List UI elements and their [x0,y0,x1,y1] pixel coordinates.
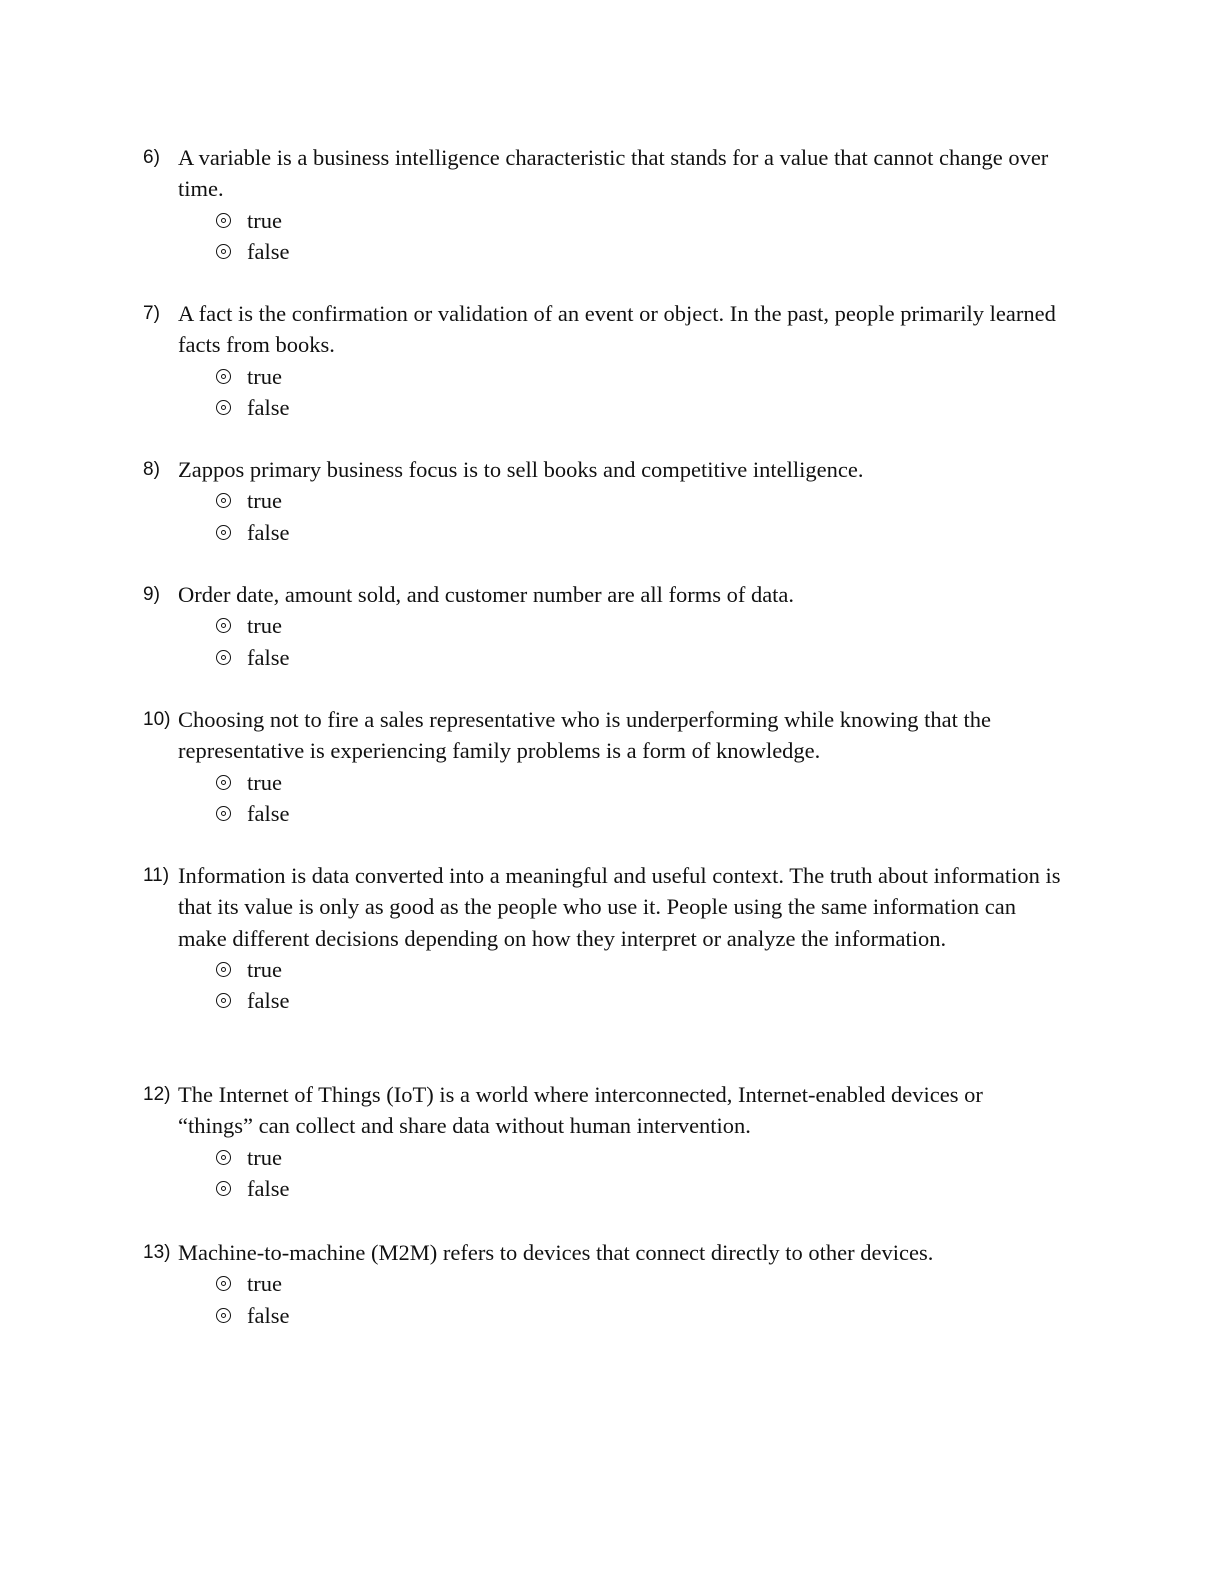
answer-options [216,1142,1063,1205]
radio-button-icon[interactable] [216,400,231,415]
radio-button-icon[interactable] [216,369,231,384]
radio-button-icon[interactable] [216,650,231,665]
radio-button-icon[interactable] [216,618,231,633]
option-true[interactable] [216,1142,1063,1173]
option-true[interactable] [216,205,1063,236]
option-true[interactable] [216,361,1063,392]
option-label: false [247,394,290,420]
question-text: Zappos primary business focus is to sell books and competitive intelligence. [178,457,864,482]
question-text: The Internet of Things (IoT) is a world where interconnected, Internet-enabled devices or “things” can collect and share data without human intervention. [178,1082,983,1139]
question-10 [143,704,1063,829]
question-text: Choosing not to fire a sales representative who is underperforming while knowing that the representative is experiencing family problems is a form of knowledge. [178,707,991,764]
option-false[interactable] [216,1173,1063,1204]
option-label: false [247,1302,290,1328]
option-label: false [247,800,290,826]
option-false[interactable] [216,517,1063,548]
option-false[interactable] [216,798,1063,829]
option-label: true [247,1271,282,1297]
option-label: true [247,613,282,639]
question-number: 7) [143,303,160,324]
radio-button-icon[interactable] [216,525,231,540]
option-label: false [247,1175,290,1201]
question-6 [143,142,1063,267]
option-false[interactable] [216,642,1063,673]
option-true[interactable] [216,767,1063,798]
radio-button-icon[interactable] [216,962,231,977]
option-label: true [247,956,282,982]
option-true[interactable] [216,610,1063,641]
question-number: 6) [143,147,160,168]
option-true[interactable] [216,1268,1063,1299]
answer-options [216,485,1063,548]
radio-button-icon[interactable] [216,806,231,821]
option-label: true [247,207,282,233]
question-text: Machine-to-machine (M2M) refers to devices that connect directly to other devices. [178,1240,934,1265]
answer-options [216,954,1063,1017]
radio-button-icon[interactable] [216,993,231,1008]
option-false[interactable] [216,985,1063,1016]
answer-options [216,1268,1063,1331]
option-label: true [247,1144,282,1170]
option-label: false [247,644,290,670]
question-number: 10) [143,709,171,730]
radio-button-icon[interactable] [216,493,231,508]
option-false[interactable] [216,392,1063,423]
option-label: true [247,769,282,795]
option-true[interactable] [216,485,1063,516]
option-label: true [247,363,282,389]
option-label: false [247,988,290,1014]
radio-button-icon[interactable] [216,775,231,790]
question-number: 8) [143,459,160,480]
question-8 [143,454,1063,548]
answer-options [216,361,1063,424]
question-9 [143,579,1063,673]
question-text: Order date, amount sold, and customer number are all forms of data. [178,582,795,607]
answer-options [216,205,1063,268]
question-number: 11) [143,865,170,886]
radio-button-icon[interactable] [216,244,231,259]
question-text: A fact is the confirmation or validation of an event or object. In the past, people primarily learned facts from books. [178,301,1056,358]
option-label: false [247,519,290,545]
radio-button-icon[interactable] [216,1150,231,1165]
question-11 [143,860,1063,1016]
option-false[interactable] [216,1300,1063,1331]
question-number: 13) [143,1242,171,1263]
option-true[interactable] [216,954,1063,985]
answer-options [216,767,1063,830]
option-label: false [247,238,290,264]
option-label: true [247,488,282,514]
option-false[interactable] [216,236,1063,267]
question-number: 12) [143,1084,171,1105]
radio-button-icon[interactable] [216,1276,231,1291]
question-7 [143,298,1063,423]
question-13 [143,1237,1063,1331]
radio-button-icon[interactable] [216,213,231,228]
question-number: 9) [143,584,160,605]
question-text: Information is data converted into a meaningful and useful context. The truth about information is that its value is only as good as the people who use it. People using the same information can make different decisions depending on how they interpret or analyze the information. [178,863,1061,951]
radio-button-icon[interactable] [216,1308,231,1323]
question-12 [143,1079,1063,1204]
question-text: A variable is a business intelligence characteristic that stands for a value that cannot change over time. [178,145,1049,202]
answer-options [216,610,1063,673]
radio-button-icon[interactable] [216,1181,231,1196]
